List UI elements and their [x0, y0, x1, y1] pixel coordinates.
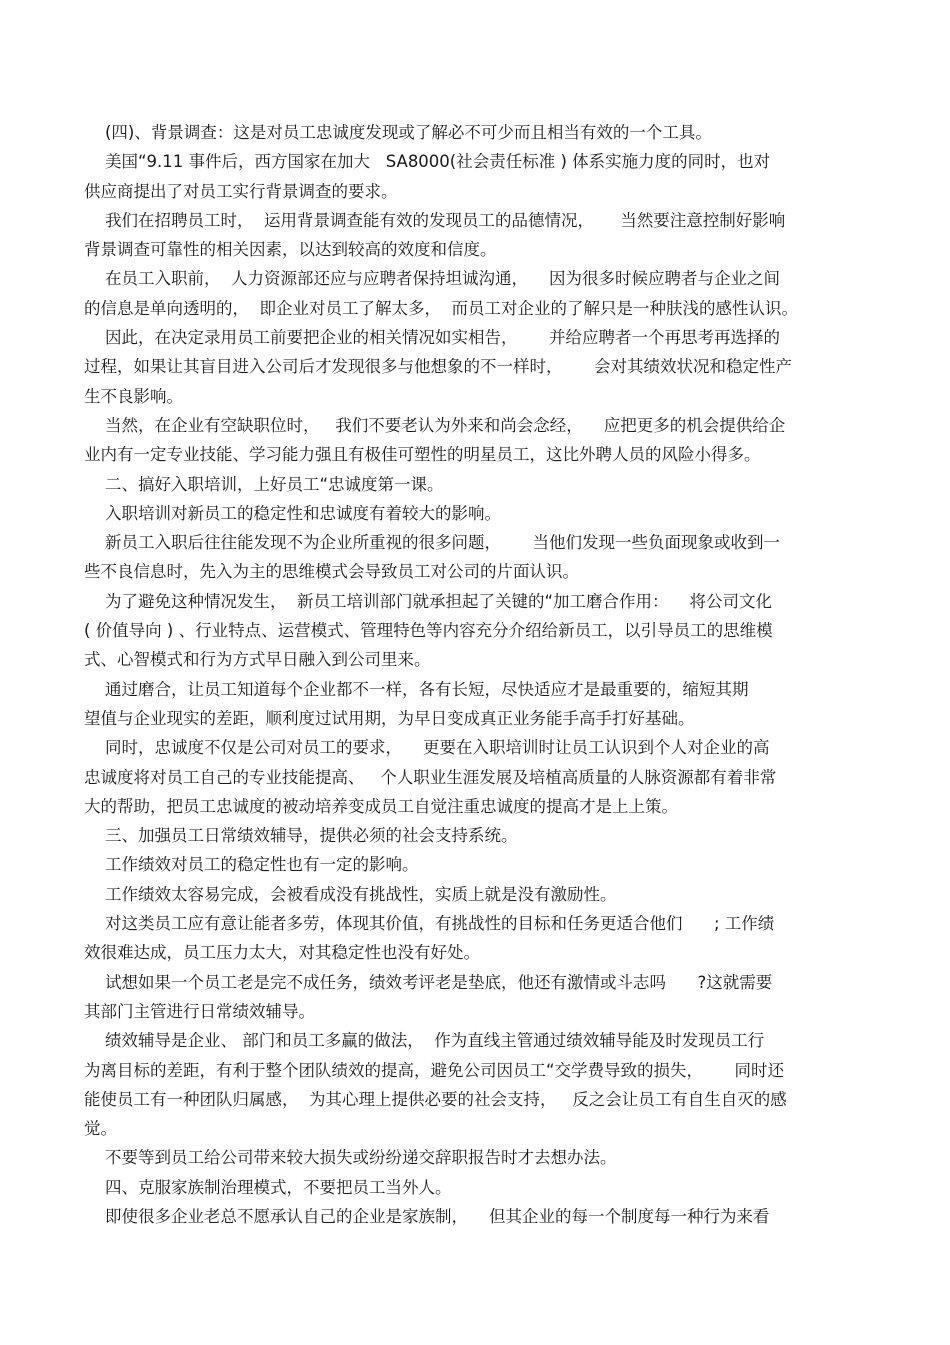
- paragraph: [84, 147, 874, 206]
- text-line: 因此，在决定录用员工前要把企业的相关情况如实相告， 并给应聘者一个再思考再选择的: [84, 328, 780, 348]
- text-line: (四)、背景调查：这是对员工忠诚度发现或了解必不可少而且相当有效的一个工具。: [84, 123, 712, 142]
- text-line: 生不良影响。: [84, 386, 183, 406]
- text-line: 业内有一定专业技能、学习能力强且有极佳可塑性的明星员工，这比外聘人员的风险小得多。: [84, 445, 761, 465]
- text-line: 供应商提出了对员工实行背景调查的要求。: [84, 181, 398, 201]
- text-line: ( 价值导向 ) 、行业特点、运营模式、管理特色等内容充分介绍给新员工，以引导员工的思维模: [84, 621, 773, 641]
- document-body: [84, 118, 874, 1231]
- paragraph: [84, 587, 874, 675]
- paragraph: [84, 909, 874, 968]
- text-line: 绩效辅导是企业、 部门和员工多赢的做法， 作为直线主管通过绩效辅导能及时发现员工行: [84, 1031, 765, 1051]
- paragraph: [84, 733, 874, 821]
- text-line: 不要等到员工给公司带来较大损失或纷纷递交辞职报告时才去想办法。: [84, 1148, 617, 1168]
- text-line: 二、搞好入职培训，上好员工“忠诚度第一课。: [84, 474, 444, 494]
- text-line: 为了避免这种情况发生， 新员工培训部门就承担起了关键的“加工磨合作用： 将公司文化: [84, 591, 772, 611]
- text-line: 式、心智模式和行为方式早日融入到公司里来。: [84, 650, 431, 670]
- paragraph: [84, 528, 874, 587]
- text-line: 当然，在企业有空缺职位时， 我们不要老认为外来和尚会念经， 应把更多的机会提供给企: [84, 415, 786, 435]
- text-line: 通过磨合，让员工知道每个企业都不一样，各有长短，尽快适应才是最重要的，缩短其期: [84, 679, 749, 699]
- paragraph: [84, 968, 874, 1027]
- text-line: 效很难达成，员工压力太大，对其稳定性也没有好处。: [84, 943, 480, 963]
- text-line: 觉。: [84, 1119, 117, 1139]
- paragraph: [84, 323, 874, 411]
- text-line: 对这类员工应有意让能者多劳，体现其价值，有挑战性的目标和任务更适合他们 ; 工作绩: [84, 914, 775, 934]
- text-line: 新员工入职后往往能发现不为企业所重视的很多问题， 当他们发现一些负面现象或收到一: [84, 533, 780, 553]
- text-line: 大的帮助，把员工忠诚度的被动培养变成员工自觉注重忠诚度的提高才是上上策。: [84, 796, 678, 816]
- paragraph: [84, 499, 874, 528]
- text-line: 美国“9.11 事件后，西方国家在加大 SA8000(社会责任标准 ) 体系实施力度的同时，也对: [84, 152, 771, 172]
- paragraph: [84, 206, 874, 265]
- text-line: 的信息是单向透明的， 即企业对员工了解太多， 而员工对企业的了解只是一种肤浅的感性认识。: [84, 298, 798, 318]
- text-line: 即使很多企业老总不愿承认自己的企业是家族制， 但其企业的每一个制度每一种行为来看: [84, 1206, 770, 1226]
- text-line: 为离目标的差距，有利于整个团队绩效的提高，避免公司因员工“交学费导致的损失， 同时还: [84, 1060, 785, 1080]
- text-line: 试想如果一个员工老是完不成任务，绩效考评老是垫底，他还有激情或斗志吗 ?这就需要: [84, 972, 773, 992]
- paragraph: [84, 1202, 874, 1231]
- text-line: 其部门主管进行日常绩效辅导。: [84, 1001, 315, 1021]
- paragraph: [84, 821, 874, 850]
- paragraph: [84, 850, 874, 879]
- paragraph: [84, 118, 874, 147]
- paragraph: [84, 880, 874, 909]
- text-line: 在员工入职前， 人力资源部还应与应聘者保持坦诚沟通， 因为很多时候应聘者与企业之间: [84, 269, 780, 289]
- paragraph: [84, 675, 874, 734]
- text-line: 工作绩效对员工的稳定性也有一定的影响。: [84, 855, 419, 875]
- paragraph: [84, 1026, 874, 1143]
- text-line: 过程，如果让其盲目进入公司后才发现很多与他想象的不一样时， 会对其绩效状况和稳定性产: [84, 357, 792, 377]
- text-line: 能使员工有一种团队归属感， 为其心理上提供必要的社会支持， 反之会让员工有自生自灭的感: [84, 1089, 787, 1109]
- text-line: 同时，忠诚度不仅是公司对员工的要求， 更要在入职培训时让员工认识到个人对企业的高: [84, 738, 770, 758]
- text-line: 工作绩效太容易完成，会被看成没有挑战性，实质上就是没有激励性。: [84, 884, 617, 904]
- text-line: 忠诚度将对员工自己的专业技能提高、 个人职业生涯发展及培植高质量的人脉资源都有着非常: [84, 767, 777, 787]
- text-line: 背景调查可靠性的相关因素，以达到较高的效度和信度。: [84, 240, 497, 260]
- paragraph: [84, 264, 874, 323]
- text-line: 望值与企业现实的差距，顺利度过试用期，为早日变成真正业务能手高手打好基础。: [84, 708, 695, 728]
- text-line: 三、加强员工日常绩效辅导，提供必须的社会支持系统。: [84, 826, 518, 846]
- text-line: 四、克服家族制治理模式，不要把员工当外人。: [84, 1177, 452, 1197]
- paragraph: [84, 1173, 874, 1202]
- text-line: 我们在招聘员工时， 运用背景调查能有效的发现员工的品德情况， 当然要注意控制好影响: [84, 210, 786, 230]
- paragraph: [84, 411, 874, 470]
- text-line: 些不良信息时，先入为主的思维模式会导致员工对公司的片面认识。: [84, 562, 579, 582]
- paragraph: [84, 1143, 874, 1172]
- paragraph: [84, 470, 874, 499]
- text-line: 入职培训对新员工的稳定性和忠诚度有着较大的影响。: [84, 503, 501, 523]
